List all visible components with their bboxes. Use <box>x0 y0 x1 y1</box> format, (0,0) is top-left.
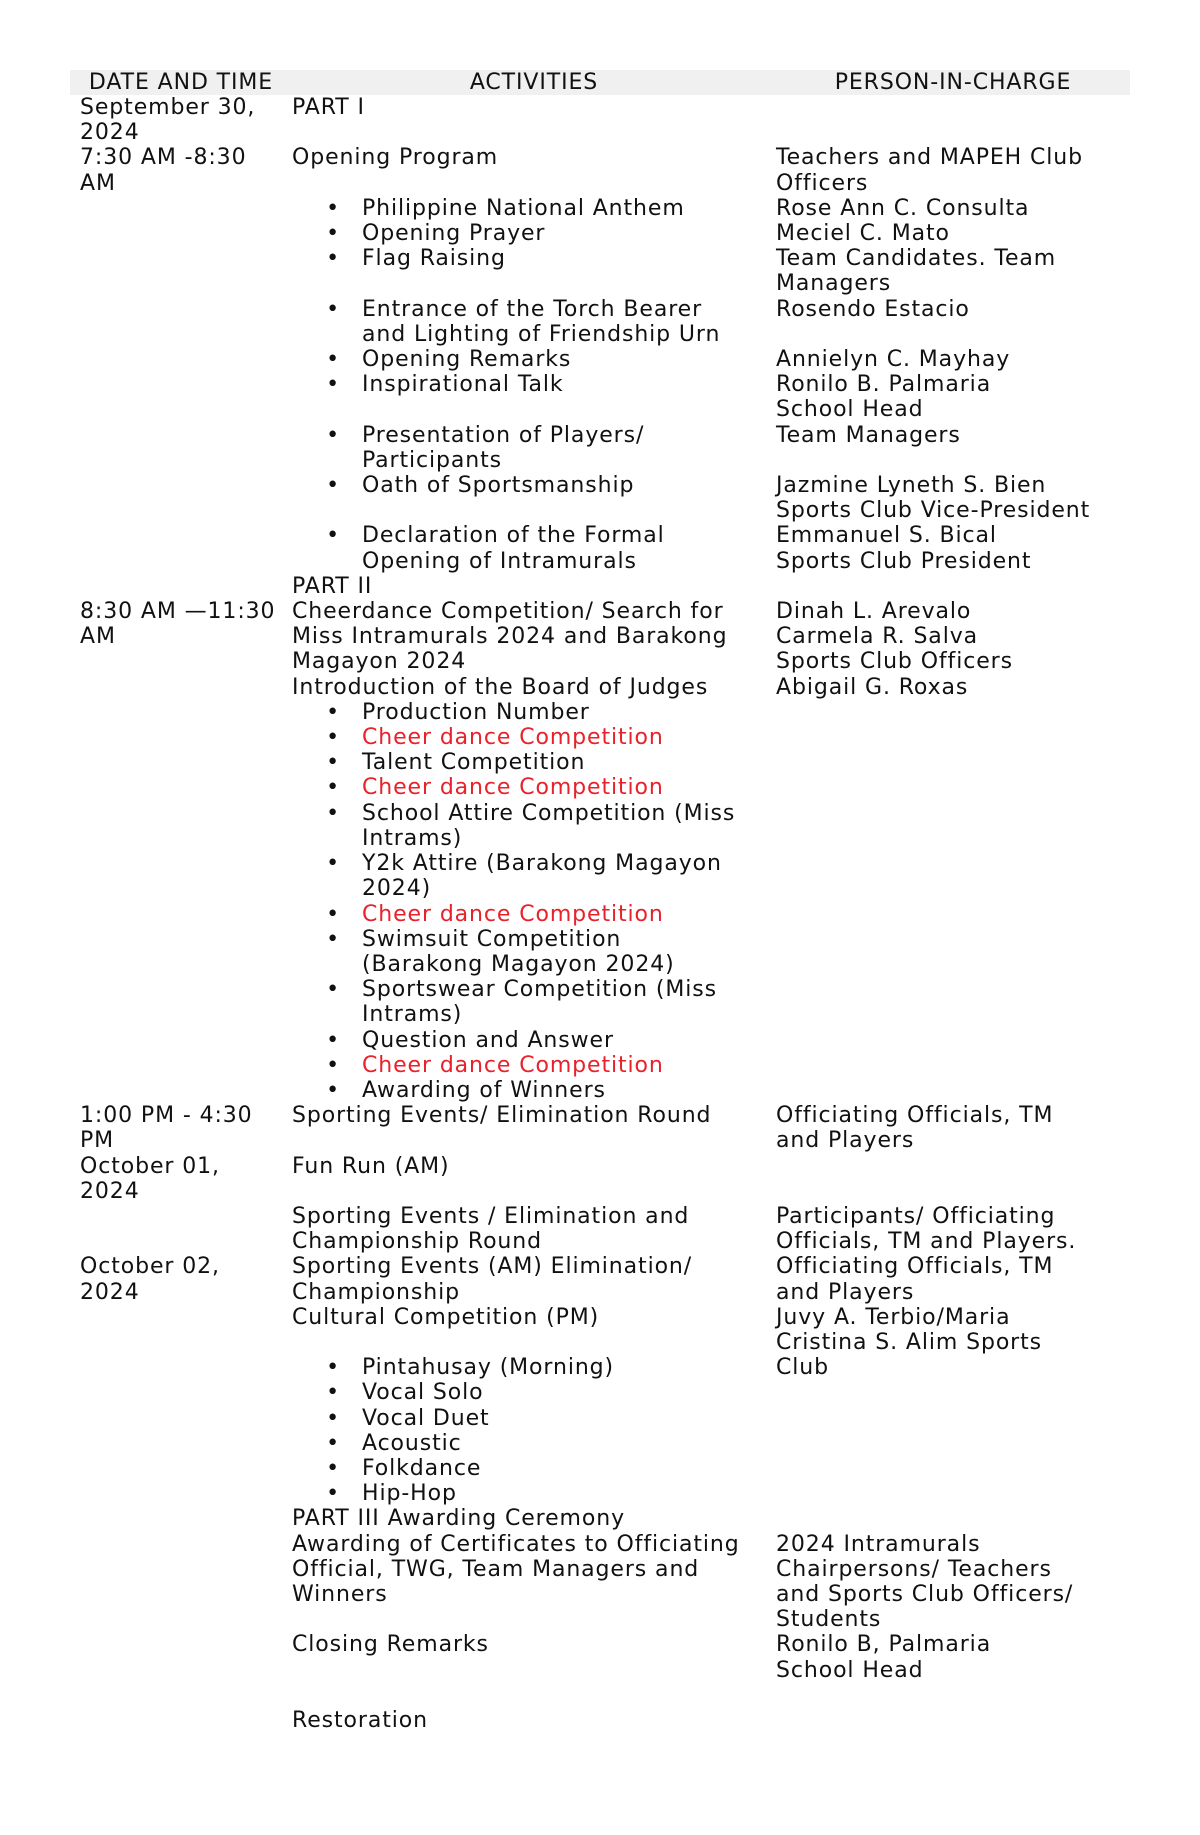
activity-text: Swimsuit Competition <box>362 926 622 952</box>
bullet-icon: • <box>326 1481 340 1507</box>
person-text: School Head <box>776 397 924 423</box>
person-text: Rosendo Estacio <box>776 296 970 322</box>
activities-cell <box>292 1154 776 1204</box>
bullet-item <box>292 750 776 775</box>
table-row <box>70 221 1130 246</box>
table-row <box>70 423 1130 473</box>
activity-text: Introduction of the Board of Judges <box>292 674 709 700</box>
bullet-item <box>292 372 776 397</box>
person-text: Dinah L. Arevalo <box>776 599 972 625</box>
bullet-item <box>292 1380 776 1405</box>
person-cell <box>776 1103 1130 1153</box>
bullet-icon: • <box>326 725 340 751</box>
date-text: September 30, <box>80 95 256 120</box>
person-text <box>776 1506 1130 1531</box>
bullet-item <box>292 1406 776 1431</box>
activities-cell <box>292 196 776 221</box>
bullet-item <box>292 297 776 322</box>
person-text: Annielyn C. Mayhay <box>776 347 1011 373</box>
person-cell <box>776 1154 1130 1204</box>
person-cell <box>776 145 1130 195</box>
person-text: and Players <box>776 1279 915 1305</box>
bullet-icon: • <box>326 926 340 952</box>
date-text: October 01, <box>80 1153 220 1179</box>
activity-text: Cheerdance Competition/ Search for <box>292 599 724 625</box>
person-cell <box>776 372 1130 422</box>
bullet-item <box>292 196 776 221</box>
activity-text: (Barakong Magayon 2024) <box>362 951 675 977</box>
activities-cell <box>292 95 776 145</box>
date-text: AM <box>80 624 116 650</box>
bullet-indent <box>292 549 362 574</box>
date-cell <box>70 1103 292 1153</box>
person-text: Club <box>776 1355 829 1381</box>
person-cell <box>776 1254 1130 1506</box>
person-text: Officials, TM and Players. <box>776 1229 1077 1255</box>
bullet-item <box>292 473 776 498</box>
bullet-icon: • <box>326 750 340 776</box>
activity-text: Pintahusay (Morning) <box>362 1355 615 1381</box>
activity-text: Vocal Duet <box>362 1405 490 1431</box>
date-cell <box>70 1506 292 1733</box>
table-row <box>70 297 1130 347</box>
person-text: Rose Ann C. Consulta <box>776 195 1030 221</box>
activity-text: Magayon 2024 <box>292 649 467 675</box>
person-text: Students <box>776 1607 882 1633</box>
activity-text <box>292 397 776 422</box>
activities-cell <box>292 221 776 246</box>
bullet-item <box>292 977 776 1002</box>
bullet-indent <box>292 1002 362 1027</box>
activity-text <box>292 1658 776 1683</box>
table-row <box>70 574 1130 599</box>
person-text: Officiating Officials, TM <box>776 1254 1054 1280</box>
activities-cell <box>292 297 776 347</box>
bullet-icon: • <box>326 1430 340 1456</box>
bullet-item <box>292 246 776 271</box>
bullet-icon: • <box>326 1405 340 1431</box>
activities-cell <box>292 246 776 296</box>
date-cell <box>70 473 292 523</box>
activity-text <box>292 120 776 145</box>
table-row <box>70 1204 1130 1254</box>
bullet-item-continued <box>292 549 776 574</box>
bullet-item <box>292 221 776 246</box>
table-row <box>70 196 1130 221</box>
person-text: Juvy A. Terbio/Maria <box>776 1304 1011 1330</box>
activity-text: Awarding of Winners <box>362 1077 606 1103</box>
bullet-icon: • <box>326 1077 340 1103</box>
date-text: PM <box>80 1128 115 1154</box>
bullet-icon: • <box>326 901 340 927</box>
bullet-icon: • <box>326 1027 340 1053</box>
person-cell <box>776 196 1130 221</box>
person-text: Sports Club Vice-President <box>776 498 1091 524</box>
activities-cell <box>292 423 776 473</box>
date-cell <box>70 246 292 296</box>
bullet-item-continued <box>292 952 776 977</box>
bullet-item <box>292 1355 776 1380</box>
bullet-item <box>292 851 776 876</box>
table-body <box>70 95 1130 1733</box>
bullet-item <box>292 1053 776 1078</box>
activities-cell <box>292 599 776 1103</box>
person-cell <box>776 599 1130 1103</box>
table-row <box>70 145 1130 195</box>
activity-text: Official, TWG, Team Managers and <box>292 1556 700 1582</box>
date-text: 7:30 AM -8:30 <box>80 145 247 171</box>
bullet-item <box>292 1028 776 1053</box>
date-text: 2024 <box>80 1279 140 1305</box>
person-cell <box>776 423 1130 473</box>
activity-text: Vocal Solo <box>362 1380 484 1406</box>
bullet-icon: • <box>326 195 340 221</box>
bullet-icon: • <box>326 422 340 448</box>
person-text: Sports Club Officers <box>776 649 1013 675</box>
bullet-indent <box>292 322 362 347</box>
person-text: Managers <box>776 271 892 297</box>
activity-text: Production Number <box>362 699 590 725</box>
date-cell <box>70 599 292 1103</box>
header-date-time: DATE AND TIME <box>88 70 274 95</box>
bullet-item <box>292 1456 776 1481</box>
bullet-item-continued <box>292 1002 776 1027</box>
activities-cell <box>292 574 776 599</box>
activity-text: Fun Run (AM) <box>292 1153 450 1179</box>
activity-text: Sportswear Competition (Miss <box>362 977 717 1003</box>
activities-cell <box>292 1506 776 1733</box>
date-cell <box>70 372 292 422</box>
person-text: 2024 Intramurals <box>776 1531 981 1557</box>
person-text: Cristina S. Alim Sports <box>776 1329 1043 1355</box>
activity-text: Championship <box>292 1279 460 1305</box>
header-person-in-charge: PERSON-IN-CHARGE <box>834 70 1072 95</box>
bullet-item <box>292 347 776 372</box>
person-cell <box>776 297 1130 347</box>
person-cell <box>776 347 1130 372</box>
table-row <box>70 1103 1130 1153</box>
table-row <box>70 599 1130 1103</box>
person-text: and Sports Club Officers/ <box>776 1581 1074 1607</box>
activity-text <box>292 498 776 523</box>
bullet-item-continued <box>292 876 776 901</box>
activity-text <box>292 1330 776 1355</box>
person-cell <box>776 473 1130 523</box>
date-cell <box>70 95 292 145</box>
activities-cell <box>292 1254 776 1506</box>
activity-text: Championship Round <box>292 1229 542 1255</box>
bullet-icon: • <box>326 347 340 373</box>
bullet-item <box>292 1431 776 1456</box>
bullet-icon: • <box>326 1380 340 1406</box>
bullet-item <box>292 1481 776 1506</box>
bullet-icon: • <box>326 1355 340 1381</box>
activity-text: Question and Answer <box>362 1027 614 1053</box>
bullet-item <box>292 1078 776 1103</box>
activity-text: Sporting Events/ Elimination Round <box>292 1103 712 1129</box>
activity-text <box>292 1683 776 1708</box>
activity-text: Acoustic <box>362 1430 462 1456</box>
date-text: AM <box>80 170 116 196</box>
bullet-item-continued <box>292 322 776 347</box>
bullet-indent <box>292 952 362 977</box>
date-text: 2024 <box>80 1178 140 1204</box>
activity-text <box>292 171 776 196</box>
activity-text: PART III Awarding Ceremony <box>292 1506 626 1532</box>
activity-text: Flag Raising <box>362 246 506 272</box>
activity-text: Intrams) <box>362 825 463 851</box>
activity-text: PART II <box>292 573 373 599</box>
activity-text: and Lighting of Friendship Urn <box>362 321 721 347</box>
activity-text: Winners <box>292 1581 388 1607</box>
table-row <box>70 1254 1130 1506</box>
person-text: School Head <box>776 1657 924 1683</box>
person-text: Jazmine Lyneth S. Bien <box>776 473 1047 499</box>
person-cell <box>776 1204 1130 1254</box>
bullet-item <box>292 927 776 952</box>
date-cell <box>70 1254 292 1506</box>
bullet-icon: • <box>326 246 340 272</box>
date-cell <box>70 221 292 246</box>
bullet-icon: • <box>326 296 340 322</box>
bullet-icon: • <box>326 473 340 499</box>
activities-cell <box>292 523 776 573</box>
person-text: Emmanuel S. Bical <box>776 523 997 549</box>
person-text: Teachers and MAPEH Club <box>776 145 1083 171</box>
bullet-icon: • <box>326 800 340 826</box>
table-row <box>70 523 1130 573</box>
activity-text <box>292 1607 776 1632</box>
bullet-item <box>292 523 776 548</box>
table-row <box>70 473 1130 523</box>
bullet-item <box>292 725 776 750</box>
table-row <box>70 347 1130 372</box>
bullet-icon: • <box>326 775 340 801</box>
activity-text: Y2k Attire (Barakong Magayon <box>362 851 722 877</box>
date-cell <box>70 145 292 195</box>
activity-text: Awarding of Certificates to Officiating <box>292 1531 740 1557</box>
person-text: Meciel C. Mato <box>776 221 950 247</box>
bullet-indent <box>292 876 362 901</box>
table-row <box>70 372 1130 422</box>
activity-text: Cheer dance Competition <box>362 1052 664 1078</box>
bullet-icon: • <box>326 977 340 1003</box>
activity-text: Folkdance <box>362 1455 482 1481</box>
activity-text: Declaration of the Formal <box>362 523 665 549</box>
table-header <box>70 70 1130 95</box>
activity-text: Opening of Intramurals <box>362 548 637 574</box>
activity-text <box>292 271 776 296</box>
activities-cell <box>292 347 776 372</box>
activity-text: Sporting Events / Elimination and <box>292 1203 690 1229</box>
date-text: October 02, <box>80 1254 220 1280</box>
activities-cell <box>292 473 776 523</box>
table-row <box>70 1506 1130 1733</box>
person-cell <box>776 523 1130 573</box>
bullet-item <box>292 775 776 800</box>
activity-text: Hip-Hop <box>362 1481 457 1507</box>
bullet-icon: • <box>326 372 340 398</box>
bullet-icon: • <box>326 1052 340 1078</box>
activity-text: Presentation of Players/ <box>362 422 645 448</box>
date-cell <box>70 1154 292 1204</box>
activity-text: Opening Prayer <box>362 221 546 247</box>
date-text: 2024 <box>80 120 140 146</box>
activity-text: Intrams) <box>362 1002 463 1028</box>
table-row <box>70 1154 1130 1204</box>
activity-text: Philippine National Anthem <box>362 195 685 221</box>
bullet-item <box>292 801 776 826</box>
activities-cell <box>292 372 776 422</box>
date-cell <box>70 423 292 473</box>
person-text: Team Managers <box>776 422 961 448</box>
date-cell <box>70 196 292 221</box>
date-cell <box>70 523 292 573</box>
person-text: Ronilo B. Palmaria <box>776 372 992 398</box>
activity-text <box>292 1179 776 1204</box>
bullet-icon: • <box>326 851 340 877</box>
person-text: Officiating Officials, TM <box>776 1103 1054 1129</box>
activity-text: Closing Remarks <box>292 1632 489 1658</box>
activity-text: Cheer dance Competition <box>362 775 664 801</box>
bullet-icon: • <box>326 221 340 247</box>
activity-text: Cheer dance Competition <box>362 901 664 927</box>
activities-cell <box>292 1204 776 1254</box>
table-row <box>70 246 1130 296</box>
person-cell <box>776 1506 1130 1733</box>
activity-text: Cultural Competition (PM) <box>292 1304 600 1330</box>
activity-text: Oath of Sportsmanship <box>362 473 635 499</box>
person-cell <box>776 221 1130 246</box>
activity-text: Opening Remarks <box>362 347 572 373</box>
bullet-item <box>292 902 776 927</box>
activity-text: Miss Intramurals 2024 and Barakong <box>292 624 728 650</box>
program-schedule <box>70 70 1130 1733</box>
person-text: Carmela R. Salva <box>776 624 979 650</box>
date-cell <box>70 1204 292 1254</box>
bullet-item <box>292 423 776 448</box>
activity-text: Inspirational Talk <box>362 372 564 398</box>
bullet-item-continued <box>292 448 776 473</box>
person-text: Participants/ Officiating <box>776 1203 1056 1229</box>
person-text: Officers <box>776 170 869 196</box>
activity-text <box>292 1128 776 1153</box>
person-text: Ronilo B, Palmaria <box>776 1632 992 1658</box>
bullet-item-continued <box>292 826 776 851</box>
date-cell <box>70 297 292 347</box>
bullet-item <box>292 700 776 725</box>
person-cell <box>776 95 1130 145</box>
activity-text: Entrance of the Torch Bearer <box>362 296 703 322</box>
activity-text: Participants <box>362 447 503 473</box>
person-text: Abigail G. Roxas <box>776 674 969 700</box>
bullet-indent <box>292 448 362 473</box>
date-cell <box>70 347 292 372</box>
activity-text: School Attire Competition (Miss <box>362 800 736 826</box>
bullet-icon: • <box>326 523 340 549</box>
person-text: Sports Club President <box>776 548 1032 574</box>
date-cell <box>70 574 292 599</box>
person-text: Chairpersons/ Teachers <box>776 1556 1052 1582</box>
activity-text: 2024) <box>362 876 432 902</box>
person-text: Team Candidates. Team <box>776 246 1057 272</box>
activities-cell <box>292 1103 776 1153</box>
activities-cell <box>292 145 776 195</box>
activity-text: Sporting Events (AM) Elimination/ <box>292 1254 693 1280</box>
bullet-indent <box>292 826 362 851</box>
activity-text: Cheer dance Competition <box>362 725 664 751</box>
activity-text: Talent Competition <box>362 750 586 776</box>
date-text: 1:00 PM - 4:30 <box>80 1103 253 1129</box>
person-text: and Players <box>776 1128 915 1154</box>
person-cell <box>776 574 1130 599</box>
person-cell <box>776 246 1130 296</box>
bullet-icon: • <box>326 699 340 725</box>
date-text: 8:30 AM —11:30 <box>80 599 276 625</box>
header-activities: ACTIVITIES <box>469 70 599 95</box>
activity-text: PART I <box>292 95 365 120</box>
activity-text: Opening Program <box>292 145 499 171</box>
table-row <box>70 95 1130 145</box>
activity-text: Restoration <box>292 1707 428 1733</box>
bullet-icon: • <box>326 1455 340 1481</box>
